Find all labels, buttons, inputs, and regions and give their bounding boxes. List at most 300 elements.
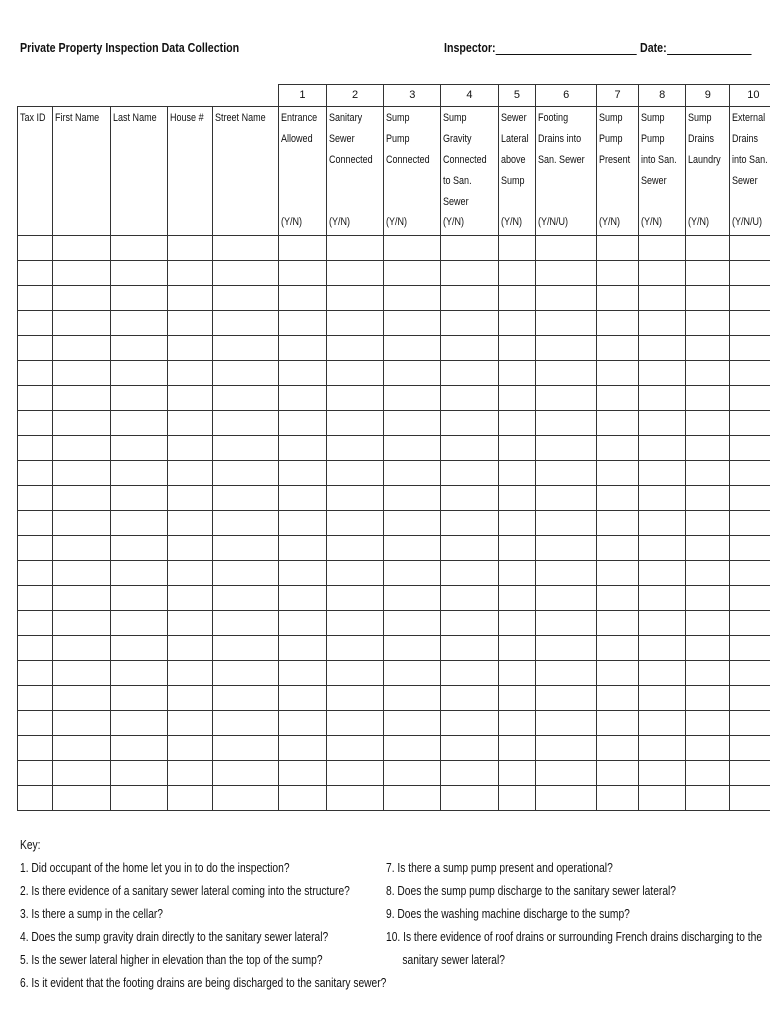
- date-field[interactable]: [640, 40, 751, 55]
- entry-cell[interactable]: [213, 411, 279, 436]
- entry-cell[interactable]: [597, 511, 639, 536]
- entry-cell[interactable]: [384, 736, 441, 761]
- entry-cell[interactable]: [168, 386, 213, 411]
- entry-cell[interactable]: [639, 561, 686, 586]
- entry-cell[interactable]: [686, 311, 730, 336]
- entry-cell[interactable]: [110, 786, 167, 811]
- entry-cell[interactable]: [686, 786, 730, 811]
- entry-cell[interactable]: [498, 661, 536, 686]
- entry-cell[interactable]: [730, 386, 770, 411]
- entry-cell[interactable]: [278, 586, 326, 611]
- entry-cell[interactable]: [441, 511, 498, 536]
- entry-cell[interactable]: [730, 361, 770, 386]
- entry-cell[interactable]: [536, 361, 597, 386]
- entry-cell[interactable]: [686, 536, 730, 561]
- entry-cell[interactable]: [213, 511, 279, 536]
- entry-cell[interactable]: [597, 386, 639, 411]
- entry-cell[interactable]: [213, 711, 279, 736]
- entry-cell[interactable]: [441, 711, 498, 736]
- entry-cell[interactable]: [168, 336, 213, 361]
- entry-cell[interactable]: [213, 536, 279, 561]
- entry-cell[interactable]: [53, 436, 111, 461]
- entry-cell[interactable]: [536, 536, 597, 561]
- entry-cell[interactable]: [730, 336, 770, 361]
- entry-cell[interactable]: [384, 411, 441, 436]
- entry-cell[interactable]: [441, 386, 498, 411]
- entry-cell[interactable]: [213, 636, 279, 661]
- entry-cell[interactable]: [384, 336, 441, 361]
- entry-cell[interactable]: [730, 736, 770, 761]
- entry-cell[interactable]: [168, 361, 213, 386]
- entry-cell[interactable]: [498, 236, 536, 261]
- entry-cell[interactable]: [53, 661, 111, 686]
- entry-cell[interactable]: [53, 286, 111, 311]
- entry-cell[interactable]: [278, 686, 326, 711]
- entry-cell[interactable]: [384, 436, 441, 461]
- entry-cell[interactable]: [326, 736, 383, 761]
- entry-cell[interactable]: [686, 736, 730, 761]
- entry-cell[interactable]: [326, 286, 383, 311]
- entry-cell[interactable]: [18, 361, 53, 386]
- entry-cell[interactable]: [441, 486, 498, 511]
- entry-cell[interactable]: [498, 261, 536, 286]
- entry-cell[interactable]: [730, 511, 770, 536]
- entry-cell[interactable]: [384, 261, 441, 286]
- entry-cell[interactable]: [730, 661, 770, 686]
- entry-cell[interactable]: [213, 286, 279, 311]
- entry-cell[interactable]: [213, 611, 279, 636]
- entry-cell[interactable]: [110, 286, 167, 311]
- entry-cell[interactable]: [213, 436, 279, 461]
- entry-cell[interactable]: [53, 386, 111, 411]
- entry-cell[interactable]: [730, 261, 770, 286]
- entry-cell[interactable]: [686, 336, 730, 361]
- entry-cell[interactable]: [536, 336, 597, 361]
- entry-cell[interactable]: [278, 436, 326, 461]
- entry-cell[interactable]: [53, 311, 111, 336]
- entry-cell[interactable]: [597, 311, 639, 336]
- entry-cell[interactable]: [686, 586, 730, 611]
- entry-cell[interactable]: [536, 636, 597, 661]
- entry-cell[interactable]: [536, 286, 597, 311]
- entry-cell[interactable]: [384, 536, 441, 561]
- entry-cell[interactable]: [536, 236, 597, 261]
- entry-cell[interactable]: [536, 761, 597, 786]
- entry-cell[interactable]: [168, 436, 213, 461]
- entry-cell[interactable]: [326, 311, 383, 336]
- entry-cell[interactable]: [168, 511, 213, 536]
- entry-cell[interactable]: [53, 711, 111, 736]
- entry-cell[interactable]: [597, 561, 639, 586]
- entry-cell[interactable]: [536, 686, 597, 711]
- entry-cell[interactable]: [213, 786, 279, 811]
- entry-cell[interactable]: [441, 636, 498, 661]
- entry-cell[interactable]: [536, 436, 597, 461]
- entry-cell[interactable]: [536, 711, 597, 736]
- entry-cell[interactable]: [597, 686, 639, 711]
- entry-cell[interactable]: [441, 286, 498, 311]
- entry-cell[interactable]: [441, 411, 498, 436]
- entry-cell[interactable]: [278, 461, 326, 486]
- entry-cell[interactable]: [441, 461, 498, 486]
- entry-cell[interactable]: [639, 511, 686, 536]
- entry-cell[interactable]: [110, 686, 167, 711]
- entry-cell[interactable]: [110, 561, 167, 586]
- entry-cell[interactable]: [639, 386, 686, 411]
- entry-cell[interactable]: [384, 611, 441, 636]
- entry-cell[interactable]: [597, 336, 639, 361]
- entry-cell[interactable]: [498, 686, 536, 711]
- entry-cell[interactable]: [686, 286, 730, 311]
- entry-cell[interactable]: [498, 436, 536, 461]
- entry-cell[interactable]: [213, 236, 279, 261]
- entry-cell[interactable]: [686, 411, 730, 436]
- entry-cell[interactable]: [168, 786, 213, 811]
- entry-cell[interactable]: [536, 261, 597, 286]
- entry-cell[interactable]: [441, 786, 498, 811]
- entry-cell[interactable]: [597, 711, 639, 736]
- entry-cell[interactable]: [597, 736, 639, 761]
- entry-cell[interactable]: [384, 786, 441, 811]
- entry-cell[interactable]: [536, 586, 597, 611]
- entry-cell[interactable]: [536, 486, 597, 511]
- entry-cell[interactable]: [18, 511, 53, 536]
- entry-cell[interactable]: [213, 336, 279, 361]
- entry-cell[interactable]: [278, 561, 326, 586]
- entry-cell[interactable]: [498, 536, 536, 561]
- entry-cell[interactable]: [730, 411, 770, 436]
- entry-cell[interactable]: [213, 661, 279, 686]
- entry-cell[interactable]: [278, 411, 326, 436]
- entry-cell[interactable]: [730, 586, 770, 611]
- entry-cell[interactable]: [53, 786, 111, 811]
- entry-cell[interactable]: [110, 411, 167, 436]
- entry-cell[interactable]: [168, 236, 213, 261]
- entry-cell[interactable]: [110, 311, 167, 336]
- entry-cell[interactable]: [110, 636, 167, 661]
- entry-cell[interactable]: [639, 286, 686, 311]
- entry-cell[interactable]: [18, 286, 53, 311]
- date-blank[interactable]: [667, 41, 751, 55]
- entry-cell[interactable]: [686, 261, 730, 286]
- entry-cell[interactable]: [441, 536, 498, 561]
- entry-cell[interactable]: [326, 636, 383, 661]
- entry-cell[interactable]: [498, 311, 536, 336]
- entry-cell[interactable]: [730, 461, 770, 486]
- entry-cell[interactable]: [441, 686, 498, 711]
- entry-cell[interactable]: [110, 436, 167, 461]
- entry-cell[interactable]: [639, 761, 686, 786]
- entry-cell[interactable]: [53, 761, 111, 786]
- entry-cell[interactable]: [536, 736, 597, 761]
- entry-cell[interactable]: [686, 661, 730, 686]
- entry-cell[interactable]: [498, 736, 536, 761]
- entry-cell[interactable]: [326, 411, 383, 436]
- entry-cell[interactable]: [384, 661, 441, 686]
- entry-cell[interactable]: [213, 361, 279, 386]
- entry-cell[interactable]: [536, 461, 597, 486]
- entry-cell[interactable]: [168, 711, 213, 736]
- entry-cell[interactable]: [730, 236, 770, 261]
- entry-cell[interactable]: [326, 536, 383, 561]
- entry-cell[interactable]: [326, 661, 383, 686]
- entry-cell[interactable]: [326, 486, 383, 511]
- entry-cell[interactable]: [18, 311, 53, 336]
- entry-cell[interactable]: [18, 711, 53, 736]
- entry-cell[interactable]: [597, 286, 639, 311]
- entry-cell[interactable]: [384, 461, 441, 486]
- entry-cell[interactable]: [53, 411, 111, 436]
- entry-cell[interactable]: [168, 486, 213, 511]
- entry-cell[interactable]: [110, 511, 167, 536]
- entry-cell[interactable]: [498, 761, 536, 786]
- entry-cell[interactable]: [213, 486, 279, 511]
- entry-cell[interactable]: [18, 786, 53, 811]
- entry-cell[interactable]: [110, 461, 167, 486]
- entry-cell[interactable]: [597, 586, 639, 611]
- entry-cell[interactable]: [597, 536, 639, 561]
- entry-cell[interactable]: [597, 261, 639, 286]
- entry-cell[interactable]: [168, 536, 213, 561]
- entry-cell[interactable]: [498, 361, 536, 386]
- entry-cell[interactable]: [326, 611, 383, 636]
- entry-cell[interactable]: [639, 361, 686, 386]
- entry-cell[interactable]: [384, 586, 441, 611]
- entry-cell[interactable]: [730, 536, 770, 561]
- entry-cell[interactable]: [686, 236, 730, 261]
- entry-cell[interactable]: [384, 711, 441, 736]
- entry-cell[interactable]: [53, 336, 111, 361]
- entry-cell[interactable]: [278, 786, 326, 811]
- entry-cell[interactable]: [168, 311, 213, 336]
- entry-cell[interactable]: [326, 336, 383, 361]
- entry-cell[interactable]: [639, 611, 686, 636]
- entry-cell[interactable]: [597, 636, 639, 661]
- entry-cell[interactable]: [18, 336, 53, 361]
- entry-cell[interactable]: [384, 361, 441, 386]
- entry-cell[interactable]: [326, 511, 383, 536]
- entry-cell[interactable]: [441, 736, 498, 761]
- entry-cell[interactable]: [53, 686, 111, 711]
- entry-cell[interactable]: [498, 711, 536, 736]
- entry-cell[interactable]: [686, 486, 730, 511]
- entry-cell[interactable]: [498, 636, 536, 661]
- entry-cell[interactable]: [326, 261, 383, 286]
- entry-cell[interactable]: [110, 386, 167, 411]
- entry-cell[interactable]: [498, 561, 536, 586]
- entry-cell[interactable]: [278, 386, 326, 411]
- entry-cell[interactable]: [168, 661, 213, 686]
- entry-cell[interactable]: [536, 561, 597, 586]
- entry-cell[interactable]: [53, 236, 111, 261]
- entry-cell[interactable]: [730, 311, 770, 336]
- entry-cell[interactable]: [278, 236, 326, 261]
- entry-cell[interactable]: [384, 286, 441, 311]
- entry-cell[interactable]: [168, 286, 213, 311]
- entry-cell[interactable]: [53, 511, 111, 536]
- entry-cell[interactable]: [441, 436, 498, 461]
- entry-cell[interactable]: [213, 561, 279, 586]
- entry-cell[interactable]: [441, 311, 498, 336]
- entry-cell[interactable]: [278, 536, 326, 561]
- entry-cell[interactable]: [213, 586, 279, 611]
- entry-cell[interactable]: [278, 611, 326, 636]
- entry-cell[interactable]: [639, 586, 686, 611]
- entry-cell[interactable]: [498, 511, 536, 536]
- entry-cell[interactable]: [110, 736, 167, 761]
- entry-cell[interactable]: [53, 636, 111, 661]
- entry-cell[interactable]: [278, 486, 326, 511]
- entry-cell[interactable]: [18, 461, 53, 486]
- entry-cell[interactable]: [326, 361, 383, 386]
- entry-cell[interactable]: [498, 286, 536, 311]
- entry-cell[interactable]: [597, 761, 639, 786]
- entry-cell[interactable]: [441, 561, 498, 586]
- entry-cell[interactable]: [441, 261, 498, 286]
- entry-cell[interactable]: [498, 461, 536, 486]
- entry-cell[interactable]: [639, 686, 686, 711]
- entry-cell[interactable]: [18, 636, 53, 661]
- entry-cell[interactable]: [441, 361, 498, 386]
- entry-cell[interactable]: [278, 636, 326, 661]
- entry-cell[interactable]: [686, 461, 730, 486]
- entry-cell[interactable]: [18, 436, 53, 461]
- entry-cell[interactable]: [730, 686, 770, 711]
- entry-cell[interactable]: [326, 236, 383, 261]
- entry-cell[interactable]: [730, 761, 770, 786]
- entry-cell[interactable]: [441, 761, 498, 786]
- entry-cell[interactable]: [110, 486, 167, 511]
- entry-cell[interactable]: [326, 386, 383, 411]
- entry-cell[interactable]: [730, 711, 770, 736]
- entry-cell[interactable]: [730, 561, 770, 586]
- entry-cell[interactable]: [498, 411, 536, 436]
- entry-cell[interactable]: [326, 761, 383, 786]
- entry-cell[interactable]: [536, 411, 597, 436]
- entry-cell[interactable]: [326, 786, 383, 811]
- entry-cell[interactable]: [53, 736, 111, 761]
- entry-cell[interactable]: [110, 611, 167, 636]
- entry-cell[interactable]: [110, 236, 167, 261]
- entry-cell[interactable]: [18, 411, 53, 436]
- entry-cell[interactable]: [536, 311, 597, 336]
- entry-cell[interactable]: [597, 461, 639, 486]
- entry-cell[interactable]: [597, 486, 639, 511]
- entry-cell[interactable]: [441, 236, 498, 261]
- entry-cell[interactable]: [639, 786, 686, 811]
- entry-cell[interactable]: [168, 561, 213, 586]
- entry-cell[interactable]: [18, 611, 53, 636]
- entry-cell[interactable]: [730, 786, 770, 811]
- entry-cell[interactable]: [536, 511, 597, 536]
- inspector-blank[interactable]: [496, 41, 637, 55]
- entry-cell[interactable]: [686, 611, 730, 636]
- entry-cell[interactable]: [53, 461, 111, 486]
- entry-cell[interactable]: [498, 586, 536, 611]
- entry-cell[interactable]: [168, 461, 213, 486]
- entry-cell[interactable]: [498, 486, 536, 511]
- inspector-field[interactable]: [444, 40, 637, 55]
- entry-cell[interactable]: [110, 761, 167, 786]
- entry-cell[interactable]: [686, 686, 730, 711]
- entry-cell[interactable]: [536, 386, 597, 411]
- entry-cell[interactable]: [213, 386, 279, 411]
- entry-cell[interactable]: [110, 336, 167, 361]
- entry-cell[interactable]: [597, 236, 639, 261]
- entry-cell[interactable]: [110, 261, 167, 286]
- entry-cell[interactable]: [384, 486, 441, 511]
- entry-cell[interactable]: [384, 386, 441, 411]
- entry-cell[interactable]: [384, 761, 441, 786]
- entry-cell[interactable]: [441, 611, 498, 636]
- entry-cell[interactable]: [278, 711, 326, 736]
- entry-cell[interactable]: [168, 586, 213, 611]
- entry-cell[interactable]: [536, 611, 597, 636]
- entry-cell[interactable]: [213, 311, 279, 336]
- entry-cell[interactable]: [168, 636, 213, 661]
- entry-cell[interactable]: [686, 711, 730, 736]
- entry-cell[interactable]: [597, 611, 639, 636]
- entry-cell[interactable]: [730, 636, 770, 661]
- entry-cell[interactable]: [498, 386, 536, 411]
- entry-cell[interactable]: [213, 761, 279, 786]
- entry-cell[interactable]: [168, 761, 213, 786]
- entry-cell[interactable]: [18, 386, 53, 411]
- entry-cell[interactable]: [213, 686, 279, 711]
- entry-cell[interactable]: [441, 586, 498, 611]
- entry-cell[interactable]: [326, 711, 383, 736]
- entry-cell[interactable]: [18, 661, 53, 686]
- entry-cell[interactable]: [597, 361, 639, 386]
- entry-cell[interactable]: [326, 586, 383, 611]
- entry-cell[interactable]: [53, 611, 111, 636]
- entry-cell[interactable]: [278, 661, 326, 686]
- entry-cell[interactable]: [639, 711, 686, 736]
- entry-cell[interactable]: [639, 311, 686, 336]
- entry-cell[interactable]: [384, 686, 441, 711]
- entry-cell[interactable]: [110, 536, 167, 561]
- entry-cell[interactable]: [168, 261, 213, 286]
- entry-cell[interactable]: [53, 536, 111, 561]
- entry-cell[interactable]: [53, 361, 111, 386]
- entry-cell[interactable]: [278, 336, 326, 361]
- entry-cell[interactable]: [53, 561, 111, 586]
- entry-cell[interactable]: [686, 436, 730, 461]
- entry-cell[interactable]: [53, 586, 111, 611]
- entry-cell[interactable]: [326, 436, 383, 461]
- entry-cell[interactable]: [278, 736, 326, 761]
- entry-cell[interactable]: [110, 361, 167, 386]
- entry-cell[interactable]: [278, 286, 326, 311]
- entry-cell[interactable]: [168, 611, 213, 636]
- entry-cell[interactable]: [639, 736, 686, 761]
- entry-cell[interactable]: [639, 336, 686, 361]
- entry-cell[interactable]: [384, 311, 441, 336]
- entry-cell[interactable]: [639, 261, 686, 286]
- entry-cell[interactable]: [18, 486, 53, 511]
- entry-cell[interactable]: [213, 736, 279, 761]
- entry-cell[interactable]: [110, 711, 167, 736]
- entry-cell[interactable]: [597, 436, 639, 461]
- entry-cell[interactable]: [384, 236, 441, 261]
- entry-cell[interactable]: [110, 661, 167, 686]
- entry-cell[interactable]: [213, 261, 279, 286]
- entry-cell[interactable]: [730, 436, 770, 461]
- entry-cell[interactable]: [213, 461, 279, 486]
- entry-cell[interactable]: [384, 561, 441, 586]
- entry-cell[interactable]: [278, 761, 326, 786]
- entry-cell[interactable]: [326, 561, 383, 586]
